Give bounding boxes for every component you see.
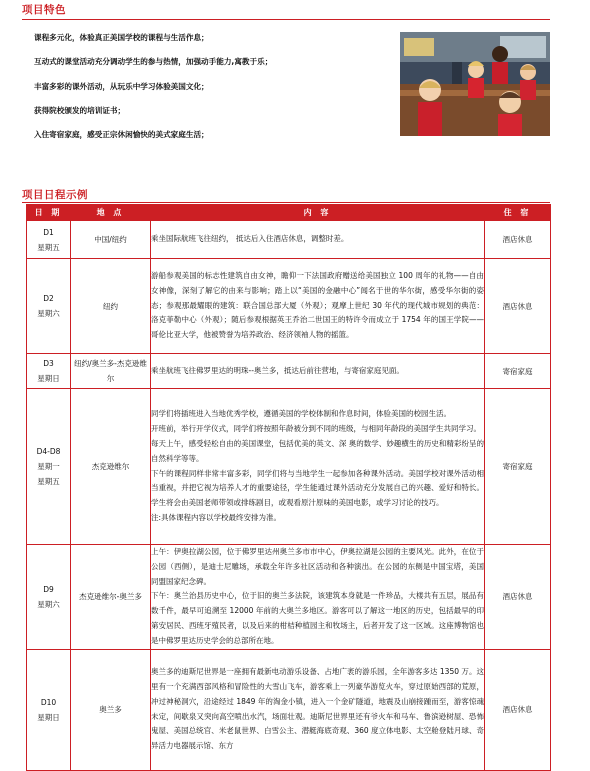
- features-title: 项目特色: [22, 4, 66, 16]
- day-cell: [27, 259, 71, 354]
- content-cell: 上午：伊奥拉湖公园，位于佛罗里达州奥兰多市市中心，伊奥拉湖是公园的主要风光。此外，在位于公园（西侧），是迪士尼雕场，承载全年许多社区活动和各种演出。在公园的东侧是中国宝塔，美国同盟国家纪念碑。 下午：奥兰治县历史中心，位于旧的奥兰多法院，该建筑本身就是一件珍品，大楼共有五层，展品有数千件，最早可追溯至 12000 年前的大奥兰多地区。游客可以了解这一地区的历史，包括最早的印第安居民、西班牙殖民者，以及后来的柑桔种植园主和牧场主，后者开发了这一区域。这座博物馆也是中佛罗里达历史学会的总部所在地。: [151, 545, 485, 650]
- classroom-photo-illustration: [400, 32, 550, 136]
- day-number: D9: [43, 584, 54, 594]
- table-row: [27, 259, 551, 354]
- stay-cell: 寄宿家庭: [485, 354, 551, 389]
- day-number: D1: [43, 227, 54, 237]
- content-cell: 乘坐航班飞往佛罗里达的明珠--奥兰多，抵达后前往营地，与寄宿家庭见面。: [151, 354, 485, 389]
- header-place: 地 点: [71, 205, 151, 221]
- place-cell: 纽约: [71, 259, 151, 354]
- header-content: 内 容: [151, 205, 485, 221]
- day-weekday: 星期六: [37, 599, 60, 609]
- place-cell: 奥兰多: [71, 649, 151, 770]
- section-divider: [22, 202, 550, 203]
- day-cell: [27, 221, 71, 259]
- day-cell: [27, 649, 71, 770]
- table-row: [27, 545, 551, 650]
- schedule-table: [26, 204, 551, 771]
- feature-item: 丰富多彩的课外活动，从玩乐中学习体验美国文化；: [34, 81, 209, 91]
- content-cell: 奥兰多的迪斯尼世界是一座拥有最新电动游乐设备、占地广袤的游乐园，全年游客多达 1350 万。这里有一个充满西部风格和冒险性的大雪山飞车，游客乘上一列豪华游览火车，穿过原始西部的荒原，冲过神秘洞穴，沿途经过 1849 年的淘金小镇，进入一个金矿隧道，地震及山崩接踵而至，游客惊魂未定，间歇泉又突向高空喷出水汽，场面壮观。迪斯尼世界里还有爷火车和马车、鲁滨逊树屋、恐怖鬼屋、美国总统官、米老鼠世界、白雪公主、潜艇海底奇观、360 度立体电影、太空舱登陆月球、奇异活力电器展示馆、东方: [151, 649, 485, 770]
- stay-cell: 酒店休息: [485, 545, 551, 650]
- day-weekday: 星期一 星期五: [37, 462, 60, 486]
- day-cell: [27, 389, 71, 545]
- feature-item: 获得院校颁发的培训证书；: [34, 105, 126, 115]
- table-row: [27, 221, 551, 259]
- stay-cell: 酒店休息: [485, 649, 551, 770]
- features-list: [34, 32, 384, 153]
- table-row: [27, 649, 551, 770]
- day-number: D10: [40, 697, 57, 707]
- day-weekday: 星期六: [37, 309, 60, 318]
- day-number: D4-D8: [36, 447, 61, 456]
- header-day: 日 期: [27, 205, 71, 221]
- content-cell: 乘坐国际航班飞往纽约， 抵达后入住酒店休息，调整时差。: [151, 221, 485, 259]
- header-stay: 住 宿: [485, 205, 551, 221]
- day-number: D2: [43, 294, 54, 303]
- place-cell: 杰克逊维尔-奥兰多: [71, 545, 151, 650]
- place-cell: 杰克逊维尔: [71, 389, 151, 545]
- stay-cell: 酒店休息: [485, 221, 551, 259]
- day-weekday: 星期日: [37, 374, 60, 383]
- content-cell: 游船参观美国的标志性建筑自由女神，瞻仰一下法国政府赠送给美国独立 100 周年的礼物——自由女神像，深刻了解它的由来与影响；踏上以“美国的金融中心”闻名于世的华尔街，感受华尔街的姿态；参观那最耀眼的建筑：联合国总部大厦（外观）；观摩上世纪 30 年代的现代城市规划的典范：洛克菲勒中心（外观）；随后参观根据英王乔治二世国王的特许令而成立于 1754 年的国王学院——哥伦比亚大学，他被赞誉为培养政治、经济领袖人物的摇篮。: [151, 259, 485, 354]
- day-cell: [27, 545, 71, 650]
- table-row: [27, 389, 551, 545]
- stay-cell: 酒店休息: [485, 259, 551, 354]
- day-weekday: 星期五: [37, 242, 60, 252]
- feature-item: 课程多元化，体验真正美国学校的课程与生活作息；: [34, 33, 209, 42]
- classroom-photo: [400, 32, 550, 136]
- place-cell: 中国/纽约: [71, 221, 151, 259]
- schedule-title: 项目日程示例: [22, 189, 88, 201]
- day-cell: [27, 354, 71, 389]
- table-row: [27, 354, 551, 389]
- feature-item: 互动式的课堂活动充分调动学生的参与热情，加强动手能力,寓教于乐；: [34, 57, 273, 67]
- section-divider: [22, 19, 550, 20]
- table-header-row: [27, 205, 551, 221]
- content-cell: 同学们将插班进入当地优秀学校，遵循美国的学校体制和作息时间，体验美国的校园生活。 开班前，举行开学仪式，同学们将按照年龄被分到不同的班级，与相同年龄段的美国学生共同学习。 每天上午，感受轻松自由的美国课堂，包括优美的英文、深 奥的数学、妙趣横生的历史和精彩纷呈的自然科学等等。 下午的课程同样非常丰富多彩，同学们将与当地学生一起参加各种课外活动。美国学校对课外活动相 当重视，并把它视为培养人才的重要途径，学生能通过课外活动充分发展自己的兴趣、爱好和特长。学生将会由美国老师带领或排练剧目，或观看原汁原味的美国电影，或学习讨论的技巧。 注:具体课程内容以学校最终安排为准。: [151, 389, 485, 545]
- day-number: D3: [43, 359, 54, 368]
- day-weekday: 星期日: [37, 712, 60, 722]
- place-cell: 纽约/奥兰多-杰克逊维尔: [71, 354, 151, 389]
- stay-cell: 寄宿家庭: [485, 389, 551, 545]
- feature-item: 入住寄宿家庭，感受正宗休闲愉快的美式家庭生活；: [34, 130, 209, 140]
